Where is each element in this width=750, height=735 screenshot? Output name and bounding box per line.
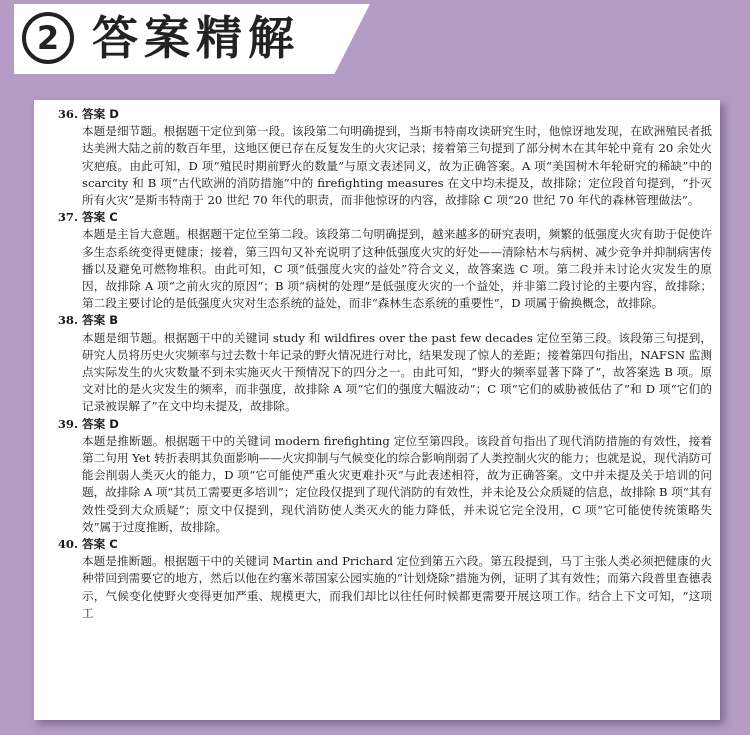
question-number: 36.	[57, 107, 78, 121]
question-number: 40.	[57, 537, 78, 552]
answer-item-37	[57, 209, 712, 312]
question-number: 39.	[57, 416, 78, 431]
answer-explanation: 本题是推断题。根据题干中的关键词 Martin and Prichard 定位到第五六段。第五段提到，马丁主张人类必须把健康的火种带回到需要它的地方，然后以他在约塞米蒂国家公园实施的“计划烧除”措施为例，证明了其有效性；而第六段普里查德表示，气候变化使野火变得更加严重、规模更大，而我们却比以往任何时候都更需要开展这项工作。结合上下文可知，“这项工	[82, 554, 712, 620]
answer-label: 答案 D	[82, 416, 119, 431]
answer-label: 答案 C	[82, 537, 118, 552]
answer-label: 答案 D	[82, 107, 119, 121]
page-title: 答案精解	[92, 11, 300, 65]
question-number: 37.	[57, 210, 78, 225]
answer-item-38	[57, 312, 712, 415]
section-number-badge: 2	[22, 12, 74, 64]
answer-list	[57, 106, 712, 622]
answer-item-40	[57, 536, 712, 622]
question-number: 38.	[57, 313, 78, 328]
answer-explanation: 本题是主旨大意题。根据题干定位至第二段。该段第二句明确提到，越来越多的研究表明，频繁的低强度火灾有助于促使许多生态系统变得更健康；接着，第三四句又补充说明了这种低强度火灾的好处——清除枯木与病树、减少竞争并抑制病害传播以及避免可燃物堆积。由此可知，C 项“低强度火灾的益处”符合文义，故答案选 C 项。第二段并未讨论火灾发生的原因，故排除 A 项“之前火灾的原因”；B 项“病树的处理”是低强度火灾的一个益处，并非第二段讨论的主要内容，故排除；第二段主要讨论的是低强度火灾对生态系统的益处，而非“森林生态系统的重要性”，D 项属于偷换概念，故排除。	[82, 227, 712, 311]
answer-item-36	[57, 106, 712, 209]
answer-explanation: 本题是细节题。根据题干中的关键词 study 和 wildfires over the past few decades 定位至第三段。该段第三句提到，研究人员将历史火灾频率与过去数十年记录的野火情况进行对比，结果发现了惊人的差距；接着第四句指出，NAFSN 监测点实际发生的火灾数量不到未实施灭火干预情况下的四分之一。由此可知，“野火的频率显著下降了”，故答案选 B 项。原文对比的是火灾发生的频率，而非强度，故排除 A 项“它们的强度大幅波动”；C 项“它们的威胁被低估了”和 D 项“它们的记录被误解了”在文中均未提及，故排除。	[82, 330, 712, 414]
answer-label: 答案 B	[82, 313, 119, 328]
answer-sheet	[34, 100, 720, 720]
answer-explanation: 本题是推断题。根据题干中的关键词 modern firefighting 定位至第四段。该段首句指出了现代消防措施的有效性，接着第二句用 Yet 转折表明其负面影响——火灾抑制与气候变化的综合影响削弱了人类控制火灾的能力；也就是说，现代消防可能会削弱人类灭火的能力，D 项“它可能使严重火灾更难扑灭”与此表述相符，故为正确答案。文中并未提及关于培训的问题，故排除 A 项“其员工需要更多培训”；定位段仅提到了现代消防的有效性，并未论及公众质疑的信息，故排除 B 项“其有效性受到大众质疑”；原文中仅提到，现代消防使人类灭火的能力降低，并未说它完全没用，C 项“它可能使传统策略失效”属于过度推断，故排除。	[82, 433, 712, 534]
answer-label: 答案 C	[82, 210, 118, 225]
answer-item-39	[57, 416, 712, 536]
answer-explanation: 本题是细节题。根据题干定位到第一段。该段第二句明确提到，当斯韦特南攻读研究生时，他惊讶地发现，在欧洲殖民者抵达美洲大陆之前的数百年里，这地区便已存在反复发生的火灾记录；接着第三句提到了部分树木在其年轮中竟有 20 余处火灾疤痕。由此可知，D 项“殖民时期前野火的数量”与原文表述同义，故为正确答案。A 项“美国树木年轮研究的稀缺”中的 scarcity 和 B 项“古代欧洲的消防措施”中的 firefighting measures 在文中均未提及，故排除；定位段首句提到，“扑灭所有火灾”是斯韦特南于 20 世纪 70 年代的职责，而非他惊讶的内容，故排除 C 项“20 世纪 70 年代的森林管理做法”。	[82, 124, 712, 208]
